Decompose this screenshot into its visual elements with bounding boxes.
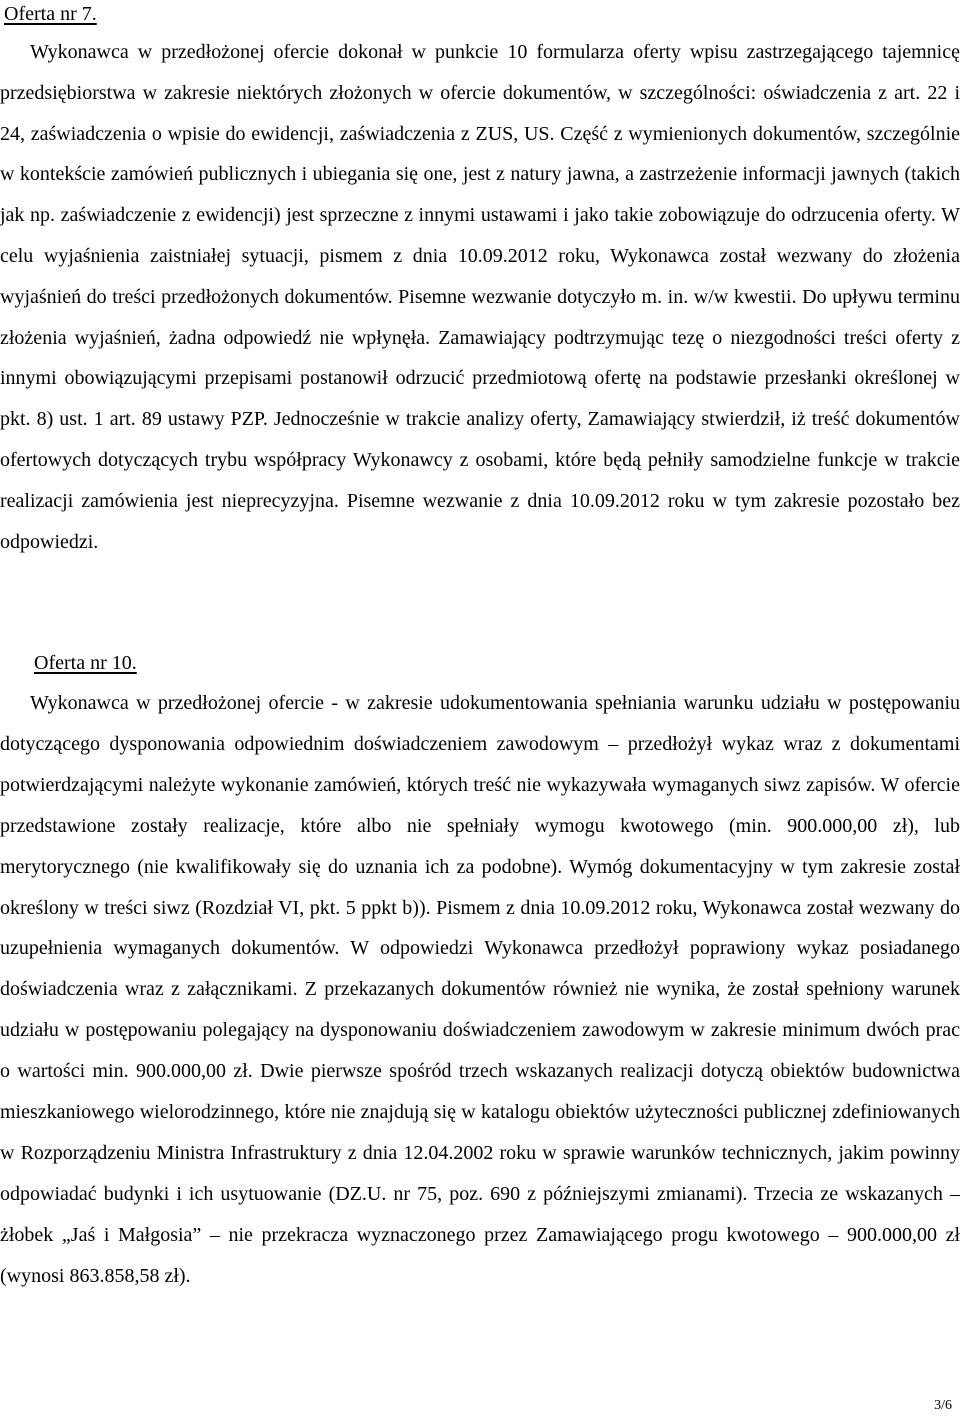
offer-7-heading: Oferta nr 7. — [4, 3, 97, 25]
offer-10-heading: Oferta nr 10. — [34, 652, 137, 674]
page-number: 3/6 — [934, 1398, 952, 1413]
offer-7-paragraph: Wykonawca w przedłożonej ofercie dokonał w punkcie 10 formularza oferty wpisu zastrzegającego tajemnicę przedsiębiorstwa w zakresie niektórych złożonych w ofercie dokumentów, w szczególności: oświadczenia z art. 22 i 24, zaświadczenia o wpisie do ewidencji, zaświadczenia z ZUS, US. Część z wymienionych dokumentów, szczególnie w kontekście zamówień publicznych i ubiegania się one, jest z natury jawna, a zastrzeżenie informacji jawnych (takich jak np. zaświadczenie z ewidencji) jest sprzeczne z innymi ustawami i jako takie zobowiązuje do odrzucenia oferty. W celu wyjaśnienia zaistniałej sytuacji, pismem z dnia 10.09.2012 roku, Wykonawca został wezwany do złożenia wyjaśnień do treści przedłożonych dokumentów. Pisemne wezwanie dotyczyło m. in. w/w kwestii. Do upływu terminu złożenia wyjaśnień, żadna odpowiedź nie wpłynęła. Zamawiający podtrzymując tezę o niezgodności treści oferty z innymi obowiązującymi przepisami postanowił odrzucić przedmiotową ofertę na podstawie przesłanki określonej w pkt. 8) ust. 1 art. 89 ustawy PZP. Jednocześnie w trakcie analizy oferty, Zamawiający stwierdził, iż treść dokumentów ofertowych dotyczących trybu współpracy Wykonawcy z osobami, które będą pełniły samodzielne funkcje w trakcie realizacji zamówienia jest nieprecyzyjna. Pisemne wezwanie z dnia 10.09.2012 roku w tym zakresie pozostało bez odpowiedzi. — [0, 41, 960, 553]
offer-10-paragraph: Wykonawca w przedłożonej ofercie - w zakresie udokumentowania spełniania warunku udziału w postępowaniu dotyczącego dysponowania odpowiednim doświadczeniem zawodowym – przedłożył wykaz wraz z dokumentami potwierdzającymi należyte wykonanie zamówień, których treść nie wykazywała wymaganych siwz zapisów. W ofercie przedstawione zostały realizacje, które albo nie spełniały wymogu kwotowego (min. 900.000,00 zł), lub merytorycznego (nie kwalifikowały się do uznania ich za podobne). Wymóg dokumentacyjny w tym zakresie został określony w treści siwz (Rozdział VI, pkt. 5 ppkt b)). Pismem z dnia 10.09.2012 roku, Wykonawca został wezwany do uzupełnienia wymaganych dokumentów. W odpowiedzi Wykonawca przedłożył poprawiony wykaz posiadanego doświadczenia wraz z załącznikami. Z przekazanych dokumentów również nie wynika, że został spełniony warunek udziału w postępowaniu polegający na dysponowaniu doświadczeniem zawodowym w zakresie minimum dwóch prac o wartości min. 900.000,00 zł. Dwie pierwsze spośród trzech wskazanych realizacji dotyczą obiektów budownictwa mieszkaniowego wielorodzinnego, które nie znajdują się w katalogu obiektów użyteczności publicznej zdefiniowanych w Rozporządzeniu Ministra Infrastruktury z dnia 12.04.2002 roku w sprawie warunków technicznych, jakim powinny odpowiadać budynki i ich usytuowanie (DZ.U. nr 75, poz. 690 z późniejszymi zmianami). Trzecia ze wskazanych – żłobek „Jaś i Małgosia” – nie przekracza wyznaczonego przez Zamawiającego progu kwotowego – 900.000,00 zł (wynosi 863.858,58 zł). — [0, 692, 960, 1287]
